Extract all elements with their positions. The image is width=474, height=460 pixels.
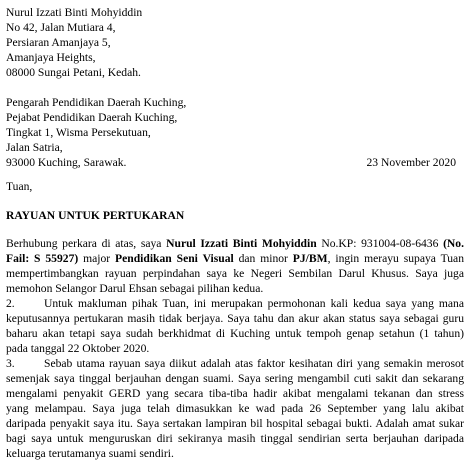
paragraph-2 <box>6 296 464 356</box>
file-number: Fail: S 55927) <box>6 252 79 265</box>
paragraph-number: 3. <box>6 357 15 370</box>
recipient-line: Pengarah Pendidikan Daerah Kuching, <box>6 96 187 109</box>
sender-address <box>6 5 142 80</box>
paragraph-line: memohon Selangor Darul Ehsan sebagai pilihan kedua. <box>6 282 264 295</box>
letter-date: 23 November 2020 <box>366 156 456 169</box>
recipient-line: Pejabat Pendidikan Daerah Kuching, <box>6 111 178 124</box>
sender-line: No 42, Jalan Mutiara 4, <box>6 21 116 34</box>
paragraph-line: 2. Untuk makluman pihak Tuan, ini merupakan permohonan kali kedua saya yang mana <box>6 297 464 310</box>
sender-line: 08000 Sungai Petani, Kedah. <box>6 66 141 79</box>
applicant-name: Nurul Izzati Binti Mohyiddin <box>166 237 317 250</box>
paragraph-line: mengalami penyakit GERD yang secara tiba-tiba hadir akibat mengalami tekanan dan stress <box>6 387 464 400</box>
recipient-address <box>6 95 186 170</box>
paragraph-line: yang melampau. Saya juga telah dimasukkan ke wad pada 26 September yang lalu akibat <box>6 402 464 415</box>
sender-line: Nurul Izzati Binti Mohyiddin <box>6 6 143 19</box>
paragraph-line: keluarga terutamanya suami sendiri. <box>6 447 174 460</box>
paragraph-line: baharu akan tetapi saya sudah berkhidmat di Kuching untuk tempoh genap setahun (1 tahun) <box>6 327 464 340</box>
paragraph-line: 3. Sebab utama rayuan saya diikut adalah atas faktor kesihatan diri yang semakin merosot <box>6 357 464 370</box>
paragraph-line: daripada penyakit saya itu. Saya sertakan lampiran bil hospital sebagai bukti. Adalah amat sukar <box>6 417 464 430</box>
paragraph-number: 2. <box>6 297 15 310</box>
paragraph-3 <box>6 356 464 460</box>
letter-subject: RAYUAN UNTUK PERTUKARAN <box>6 209 185 222</box>
sender-line: Amanjaya Heights, <box>6 51 96 64</box>
paragraph-line: pada tanggal 22 Oktober 2020. <box>6 342 150 355</box>
salutation: Tuan, <box>6 180 33 193</box>
paragraph-line: Fail: S 55927) major Pendidikan Seni Visual dan minor PJ/BM, ingin merayu supaya Tuan <box>6 252 464 265</box>
minor-subject: PJ/BM <box>292 252 328 265</box>
paragraph-line: semenjak saya tinggal berjauhan dengan suami. Saya sering mengambil cuti sakit dan sekarang <box>6 372 464 385</box>
paragraph-line: mempertimbangkan rayuan perpindahan saya ke Negeri Sembilan Darul Khusus. Saya juga <box>6 267 464 280</box>
paragraph-line: keputusannya pertukaran masih tidak berjaya. Saya tahu dan akur akan status saya sebagai guru <box>6 312 464 325</box>
recipient-line: 93000 Kuching, Sarawak. <box>6 156 127 169</box>
paragraph-line: bagi saya untuk menguruskan diri sekiranya masih tinggal sendirian serta berjauhan daripada <box>6 432 464 445</box>
recipient-line: Jalan Satria, <box>6 141 63 154</box>
paragraph-1 <box>6 236 464 296</box>
recipient-line: Tingkat 1, Wisma Persekutuan, <box>6 126 151 139</box>
paragraph-line: Berhubung perkara di atas, saya Nurul Izzati Binti Mohyiddin No.KP: 931004-08-6436 (No. <box>6 237 464 250</box>
sender-line: Persiaran Amanjaya 5, <box>6 36 111 49</box>
major-subject: Pendidikan Seni Visual <box>115 252 234 265</box>
